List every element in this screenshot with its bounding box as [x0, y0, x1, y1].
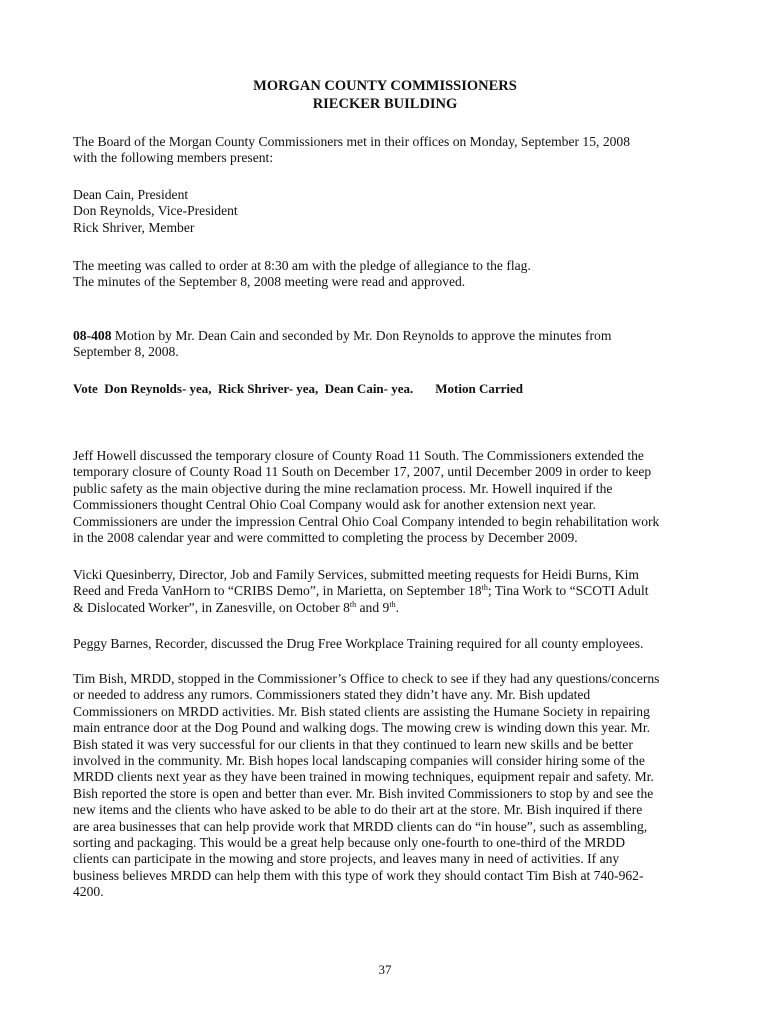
quesinberry-paragraph — [73, 567, 698, 616]
motion-paragraph — [73, 328, 698, 361]
bish-paragraph — [73, 671, 698, 901]
document-title: MORGAN COUNTY COMMISSIONERS — [253, 78, 517, 94]
motion-number: 08-408 — [73, 328, 112, 343]
text-line: or needed to address any rumors. Commissioners stated they didn’t have any. Mr. Bish updated — [73, 687, 591, 703]
text-run: & Dislocated Worker”, in Zanesville, on October 8 — [73, 599, 350, 615]
text-line — [73, 600, 698, 616]
text-run: Reed and Freda VanHorn to “CRIBS Demo”, in Marietta, on September 18 — [73, 583, 482, 599]
text-line: 4200. — [73, 884, 104, 900]
text-line: are area businesses that can help provide work that MRDD clients can do “in house”, such as assembling, — [73, 818, 648, 834]
opening-paragraph — [73, 258, 698, 291]
text-line: Vicki Quesinberry, Director, Job and Family Services, submitted meeting requests for Heidi Burns, Kim — [73, 567, 639, 582]
superscript: th — [481, 583, 488, 593]
vote-text: Vote Don Reynolds- yea, Rick Shriver- yea, Dean Cain- yea. — [73, 381, 414, 396]
text-line: clients can participate in the mowing and store projects, and leaves many in need of activities. If any — [73, 851, 620, 867]
superscript: th — [389, 599, 396, 609]
text-line: sorting and packaging. This would be a great help because only one-fourth to one-third of the MRDD — [73, 835, 626, 851]
text-run: and 9 — [356, 599, 390, 615]
vote-line — [73, 381, 523, 397]
text-line: in the 2008 calendar year and were committed to completing the process by December 2009. — [73, 530, 578, 546]
text-line — [73, 583, 698, 599]
howell-paragraph — [73, 448, 698, 546]
text-line: Commissioners thought Central Ohio Coal Company would ask for another extension next year. — [73, 497, 596, 513]
text-line: The Board of the Morgan County Commissioners met in their offices on Monday, September 15, 2008 — [73, 134, 631, 149]
text-line: public safety as the main objective during the mine reclamation process. Mr. Howell inquired if the — [73, 480, 613, 496]
vote-result: Motion Carried — [435, 381, 524, 396]
text-line: Bish reported the store is open and better than ever. Mr. Bish invited Commissioners to stop by and see the — [73, 785, 654, 801]
superscript: th — [349, 599, 357, 609]
text-line: new items and the clients who have asked to be able to do their art at the store. Mr. Bish inquired if there — [73, 802, 643, 818]
text-line: The minutes of the September 8, 2008 meeting were read and approved. — [73, 274, 466, 290]
barnes-paragraph — [73, 636, 698, 652]
members-list — [73, 187, 698, 236]
text-line: Tim Bish, MRDD, stopped in the Commissioner’s Office to check to see if they had any questions/concerns — [73, 671, 660, 686]
text-run: . — [395, 599, 399, 615]
text-line: Peggy Barnes, Recorder, discussed the Drug Free Workplace Training required for all county employees. — [73, 636, 644, 651]
text-line: business believes MRDD can help them with this type of work they should contact Tim Bish at 740-962- — [73, 867, 644, 883]
document-subtitle: RIECKER BUILDING — [312, 96, 458, 112]
text-line: main entrance door at the Dog Pound and walking dogs. The mowing crew is winding down this year. Mr. — [73, 720, 651, 736]
member-member: Rick Shriver, Member — [73, 219, 195, 235]
text-line: MRDD clients next year as they have been trained in mowing techniques, equipment repair and safety. Mr. — [73, 769, 654, 785]
text-run: ; Tina Work to “SCOTI Adult — [487, 583, 649, 599]
text-line: temporary closure of County Road 11 South on December 17, 2007, until December 2009 in order to keep — [73, 464, 652, 480]
text-line: involved in the community. Mr. Bish hopes local landscaping companies will consider hiring some of the — [73, 753, 645, 769]
text-line: Jeff Howell discussed the temporary closure of County Road 11 South. The Commissioners extended the — [73, 448, 644, 463]
text-line — [73, 328, 698, 344]
member-president: Dean Cain, President — [73, 187, 189, 202]
text-line: The meeting was called to order at 8:30 am with the pledge of allegiance to the flag. — [73, 258, 531, 273]
text-line: September 8, 2008. — [73, 344, 179, 360]
text-line: with the following members present: — [73, 150, 274, 166]
text-line: Commissioners on MRDD activities. Mr. Bish stated clients are assisting the Humane Society in repairing — [73, 703, 650, 719]
text-line: Bish stated it was very successful for our clients in that they continued to learn new skills and be better — [73, 736, 633, 752]
member-vice-president: Don Reynolds, Vice-President — [73, 203, 238, 219]
text-line: Commissioners are under the impression Central Ohio Coal Company intended to begin rehabilitation work — [73, 513, 660, 529]
motion-text: Motion by Mr. Dean Cain and seconded by Mr. Don Reynolds to approve the minutes from — [111, 328, 612, 343]
intro-paragraph — [73, 134, 698, 167]
page-number: 37 — [378, 962, 392, 977]
